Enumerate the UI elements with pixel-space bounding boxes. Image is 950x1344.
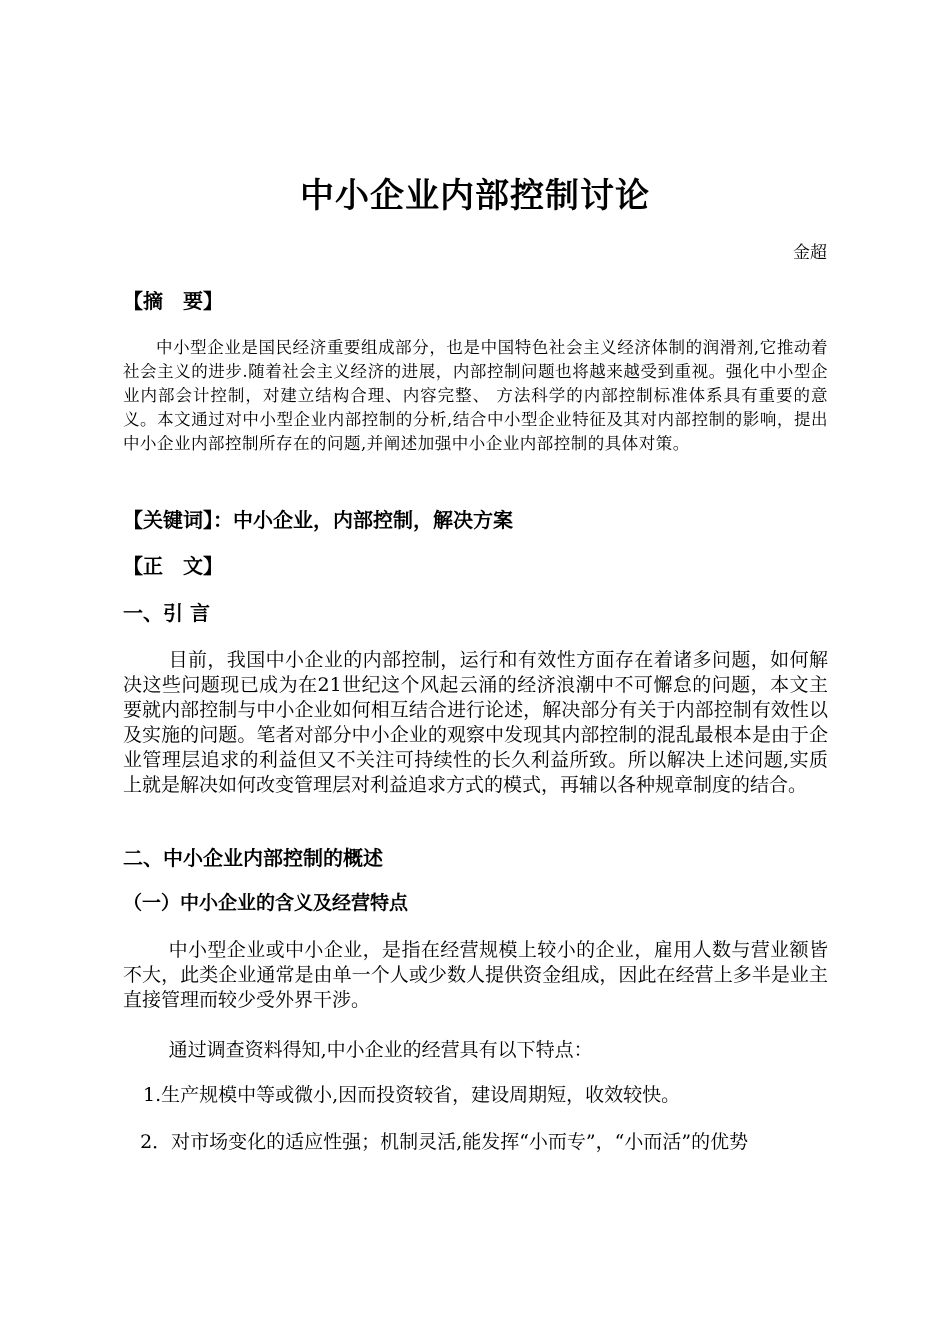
feature-item-1: 1.生产规模中等或微小,因而投资较省，建设周期短，收效较快。	[143, 1084, 681, 1106]
keywords-line: 【关键词】：中小企业，内部控制，解决方案	[123, 508, 513, 532]
author-name: 金超	[793, 243, 827, 263]
section-2-heading: 二、中小企业内部控制的概述	[123, 846, 383, 870]
features-intro: 通过调查资料得知,中小企业的经营具有以下特点：	[168, 1039, 593, 1061]
subsection-1-text: 中小型企业或中小企业，是指在经营规模上较小的企业，雇用人数与营业额皆不大，此类企业通常是由单一个人或少数人提供资金组成，因此在经营上多半是业主直接管理而较少受外界干涉。	[123, 939, 828, 1011]
document-title: 中小企业内部控制讨论	[300, 176, 650, 216]
abstract-heading: 【摘 要】	[123, 289, 223, 313]
section-1-text: 目前，我国中小企业的内部控制，运行和有效性方面存在着诸多问题，如何解决这些问题现已成为在21世纪这个风起云涌的经济浪潮中不可懈怠的问题，本文主要就内部控制与中小企业如何相互结合进行论述，解决部分有关于内部控制有效性以及实施的问题。笔者对部分中小企业的观察中发现其内部控制的混乱最根本是由于企业管理层追求的利益但又不关注可持续性的长久利益所致。所以解决上述问题,实质上就是解决如何改变管理层对利益追求方式的模式，再辅以各种规章制度的结合。	[123, 649, 828, 796]
subsection-1-heading: （一）中小企业的含义及经营特点	[123, 892, 409, 914]
feature-item-2: 2．对市场变化的适应性强；机制灵活,能发挥“小而专”，“小而活”的优势	[140, 1131, 749, 1153]
section-1-heading: 一、引 言	[123, 601, 210, 625]
body-heading: 【正 文】	[123, 554, 223, 578]
abstract-text: 中小型企业是国民经济重要组成部分，也是中国特色社会主义经济体制的润滑剂,它推动着社会主义的进步.随着社会主义经济的进展，内部控制问题也将越来越受到重视。强化中小型企业内部会计控制，对建立结构合理、内容完整、 方法科学的内部控制标准体系具有重要的意义。本文通过对中小型企业内部控制的分析,结合中小型企业特征及其对内部控制的影响，提出中小企业内部控制所存在的问题,并阐述加强中小企业内部控制的具体对策。	[123, 338, 828, 453]
